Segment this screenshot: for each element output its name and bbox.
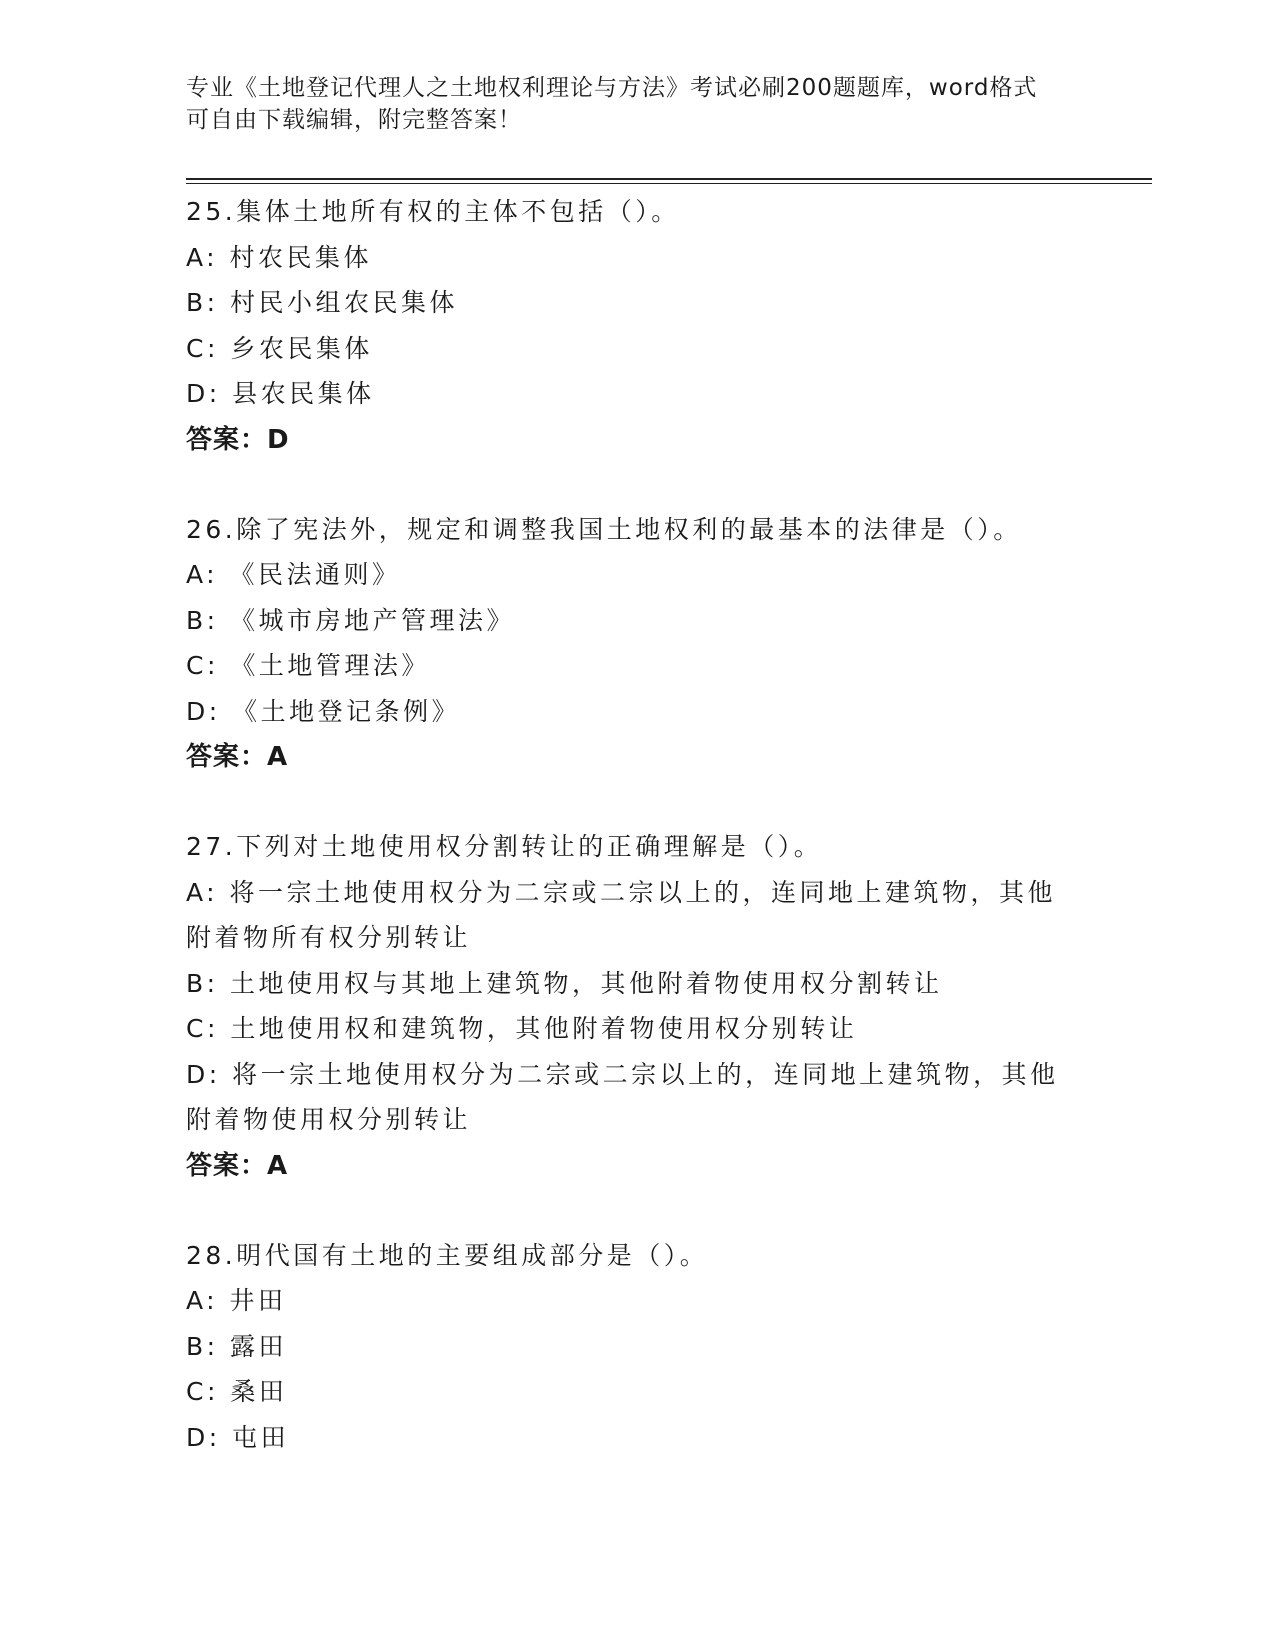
header-line-1: 专业《土地登记代理人之土地权利理论与方法》考试必刷200题题库，word格式 xyxy=(186,75,1038,101)
option-label: A: xyxy=(186,877,219,907)
answer: 答案：A xyxy=(186,742,289,772)
question-stem: 26.除了宪法外，规定和调整我国土地权利的最基本的法律是（）。 xyxy=(186,514,1022,544)
question-list xyxy=(186,189,1086,1460)
option-b xyxy=(186,598,1086,644)
option-label: D: xyxy=(186,1422,221,1452)
option-text: 土地使用权和建筑物，其他附着物使用权分别转让 xyxy=(230,1014,858,1043)
option-d-continuation: 附着物使用权分别转让 xyxy=(186,1105,472,1134)
option-a xyxy=(186,235,1086,281)
option-label: C: xyxy=(186,651,219,680)
option-text: 《土地管理法》 xyxy=(230,651,430,680)
option-d xyxy=(186,1052,1086,1098)
option-text: 县农民集体 xyxy=(232,379,375,408)
question-27 xyxy=(186,824,1086,1189)
answer: 答案：D xyxy=(186,424,290,455)
option-text: 土地使用权与其地上建筑物，其他附着物使用权分割转让 xyxy=(230,968,943,998)
option-b xyxy=(186,961,1086,1007)
option-text: 屯田 xyxy=(232,1422,290,1452)
header-rule-thin xyxy=(186,183,1152,184)
option-a xyxy=(186,1278,1086,1324)
option-label: A: xyxy=(186,560,219,589)
option-label: D: xyxy=(186,379,221,408)
option-text: 《城市房地产管理法》 xyxy=(230,605,516,635)
option-text: 桑田 xyxy=(230,1377,288,1406)
option-c xyxy=(186,643,1086,689)
option-text: 井田 xyxy=(229,1286,287,1315)
question-28 xyxy=(186,1233,1086,1461)
option-text: 村民小组农民集体 xyxy=(230,288,459,317)
question-26 xyxy=(186,507,1086,781)
option-b xyxy=(186,280,1086,326)
option-label: C: xyxy=(186,1377,219,1406)
option-d xyxy=(186,371,1086,417)
option-text: 乡农民集体 xyxy=(230,333,373,363)
option-text: 露田 xyxy=(230,1331,288,1361)
question-stem: 27.下列对土地使用权分割转让的正确理解是（）。 xyxy=(186,832,823,861)
option-d xyxy=(186,1415,1086,1461)
option-text: 将一宗土地使用权分为二宗或二宗以上的，连同地上建筑物，其他 xyxy=(232,1059,1059,1089)
option-label: B: xyxy=(186,968,219,998)
option-c xyxy=(186,1006,1086,1052)
option-c xyxy=(186,326,1086,372)
option-b xyxy=(186,1324,1086,1370)
option-label: B: xyxy=(186,605,219,635)
option-label: D: xyxy=(186,696,221,726)
option-a xyxy=(186,870,1086,916)
option-label: B: xyxy=(186,1331,219,1361)
option-text: 《民法通则》 xyxy=(229,560,401,589)
option-label: C: xyxy=(186,333,219,363)
option-text: 村农民集体 xyxy=(229,242,373,272)
option-label: A: xyxy=(186,242,219,272)
document-header xyxy=(186,72,1086,136)
option-label: B: xyxy=(186,288,219,317)
question-25 xyxy=(186,189,1086,463)
option-text: 《土地登记条例》 xyxy=(232,696,461,726)
header-rule-thick xyxy=(186,178,1152,180)
option-label: C: xyxy=(186,1014,219,1043)
question-stem: 28.明代国有土地的主要组成部分是（）。 xyxy=(186,1240,709,1270)
option-label: D: xyxy=(186,1059,221,1089)
option-a xyxy=(186,552,1086,598)
option-c xyxy=(186,1369,1086,1415)
answer: 答案：A xyxy=(186,1150,289,1181)
option-a-continuation: 附着物所有权分别转让 xyxy=(186,923,472,952)
header-line-2: 可自由下载编辑，附完整答案！ xyxy=(186,107,522,133)
question-stem: 25.集体土地所有权的主体不包括（）。 xyxy=(186,197,680,226)
option-label: A: xyxy=(186,1286,219,1315)
option-text: 将一宗土地使用权分为二宗或二宗以上的，连同地上建筑物，其他 xyxy=(229,877,1057,907)
option-d xyxy=(186,689,1086,735)
